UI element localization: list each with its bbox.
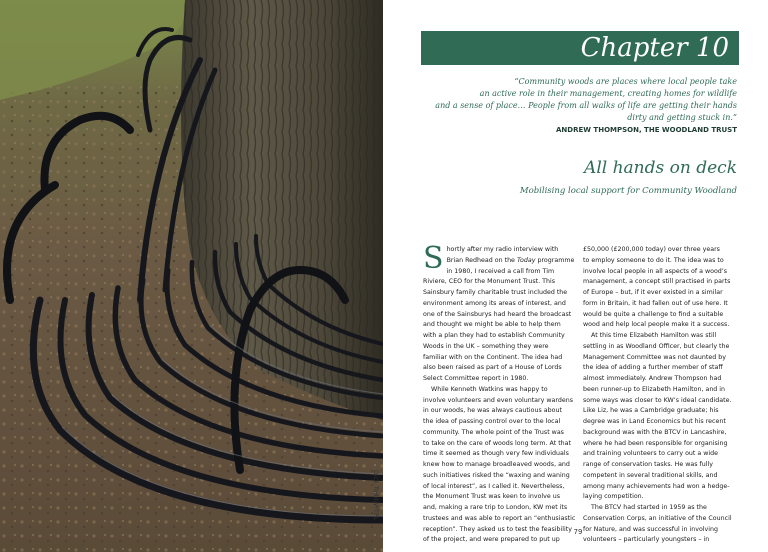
text-line: of the project, and were prepared to put up	[423, 536, 560, 544]
text-line: At this time Elizabeth Hamilton was still	[591, 332, 717, 339]
text-line: Woods in the UK – something they were	[423, 342, 549, 350]
text-line: Like Liz, he was a Cambridge graduate; his	[583, 407, 719, 415]
epigraph-line: dirty and getting stuck in.”	[627, 113, 737, 122]
text-line: Brian Redhead on the Today programme	[446, 256, 575, 264]
text-line: While Kenneth Watkins was happy to	[431, 385, 548, 393]
paragraph	[423, 385, 576, 546]
text-line: such initiatives risked the “waxing and waning	[423, 471, 570, 479]
text-line: Conservation Corps, an initiative of the Council	[583, 514, 732, 522]
text-line: almost immediately. Andrew Thompson had	[583, 375, 722, 382]
text-line: and, making a rare trip to London, KW met its	[423, 504, 568, 511]
text-line: Riviere, CEO for the Monument Trust. This	[423, 278, 555, 286]
text-line: reception”. They asked us to test the feasibility	[423, 525, 572, 533]
text-line: volunteers – particularly youngsters – in	[583, 536, 710, 544]
text-line: involve volunteers and even voluntary wardens	[423, 396, 573, 404]
text-line: range of conservation tasks. He was fully	[583, 461, 713, 468]
text-line: and thought we might be able to help them	[423, 321, 561, 329]
text-line: in 1980, I received a call from Tim	[446, 267, 555, 275]
text-line: Select Committee report in 1980.	[423, 375, 529, 382]
text-line: knew how to manage broadleaved woods, and	[423, 461, 570, 468]
text-line: Sainsbury family charitable trust included the	[423, 289, 568, 296]
text-line: form in Britain, it had fallen out of use here. It	[583, 299, 728, 307]
paragraph	[583, 503, 733, 546]
text-line: the idea of passing control over to the local	[423, 418, 561, 425]
text-line: and training volunteers to carry out a wide	[583, 450, 719, 458]
paragraph	[583, 245, 733, 331]
text-line: trustees and was able to report an “enthusiastic	[423, 514, 576, 522]
paragraph	[423, 241, 575, 385]
text-line: the Monument Trust was keen to involve us	[423, 493, 561, 501]
photo-credit: Dick Todd/WTPL	[372, 470, 379, 521]
text-line: some ways was closer to KW’s ideal candidate.	[583, 396, 732, 404]
section-title: All hands on deck	[584, 158, 737, 178]
text-line: time it seemed as though very few individuals	[423, 450, 569, 458]
chapter-title: Chapter 10	[580, 33, 729, 63]
text-line: degree was in Land Economics but his recent	[583, 418, 726, 425]
text-line: competent in several traditional skills, and	[583, 471, 718, 479]
chapter-banner	[421, 31, 739, 65]
text-line: The BTCV had started in 1959 as the	[591, 504, 707, 511]
text-line: £50,000 (£200,000 today) over three years	[583, 246, 720, 253]
text-column-left	[423, 241, 576, 546]
text-line: with a plan they had to establish Community	[423, 332, 565, 339]
text-page	[383, 0, 768, 552]
text-line: among many achievements had won a hedge-	[583, 482, 730, 490]
text-line: to take on the care of woods long term. At that	[423, 439, 571, 447]
text-line: background was with the BTCV in Lancashire,	[583, 428, 727, 436]
section-subtitle: Mobilising local support for Community Woodland	[519, 186, 737, 196]
text-line: of local interest”, as I called it. Nevertheless,	[423, 482, 565, 490]
text-line: wood and help local people make it a success.	[583, 321, 730, 329]
epigraph-line: and a sense of place… People from all walks of life are getting their hands	[435, 101, 737, 110]
text-line: familiar with on the Continent. The idea had	[423, 353, 563, 361]
epigraph-author: ANDREW THOMPSON, THE WOODLAND TRUST	[556, 126, 737, 134]
drop-cap: S	[423, 241, 444, 276]
tree-bench-photo	[0, 0, 383, 552]
epigraph-line: “Community woods are places where local people take	[514, 77, 737, 86]
text-line: one of the Sainsburys had heard the broadcast	[423, 310, 572, 318]
text-line: in our woods, he was always cautious about	[423, 407, 562, 415]
text-line: the idea of adding a further member of staff	[583, 364, 723, 372]
epigraph-quote	[423, 76, 737, 124]
text-line: laying competition.	[583, 493, 644, 501]
epigraph-line: an active role in their management, creating homes for wildlife	[479, 89, 737, 98]
photo-page	[0, 0, 383, 552]
text-line: involve local people in all aspects of a wood’s	[583, 267, 728, 275]
text-column-right	[583, 245, 733, 546]
text-line: management, a concept still practised in parts	[583, 278, 731, 286]
text-line: of Europe – but, if it ever existed in a similar	[583, 289, 723, 296]
text-line: hortly after my radio interview with	[446, 246, 559, 253]
text-line: environment among its areas of interest, and	[423, 299, 566, 307]
text-line: been runner-up to Elizabeth Hamilton, and in	[583, 385, 726, 393]
text-line: for Nature, and was successful in involving	[583, 525, 719, 533]
text-line: would be quite a challenge to find a suitable	[583, 310, 724, 318]
text-line: also been raised as part of a House of Lords	[423, 364, 562, 372]
paragraph	[583, 331, 733, 503]
text-line: community. The whole point of the Trust was	[423, 428, 564, 436]
text-line: to employ someone to do it. The idea was to	[583, 256, 724, 264]
text-line: where he had been responsible for organising	[583, 439, 728, 447]
page-number: 79	[573, 528, 583, 536]
text-line: Management Committee was not daunted by	[583, 353, 726, 361]
text-line: settling in as Woodland Officer, but clearly the	[583, 342, 730, 350]
